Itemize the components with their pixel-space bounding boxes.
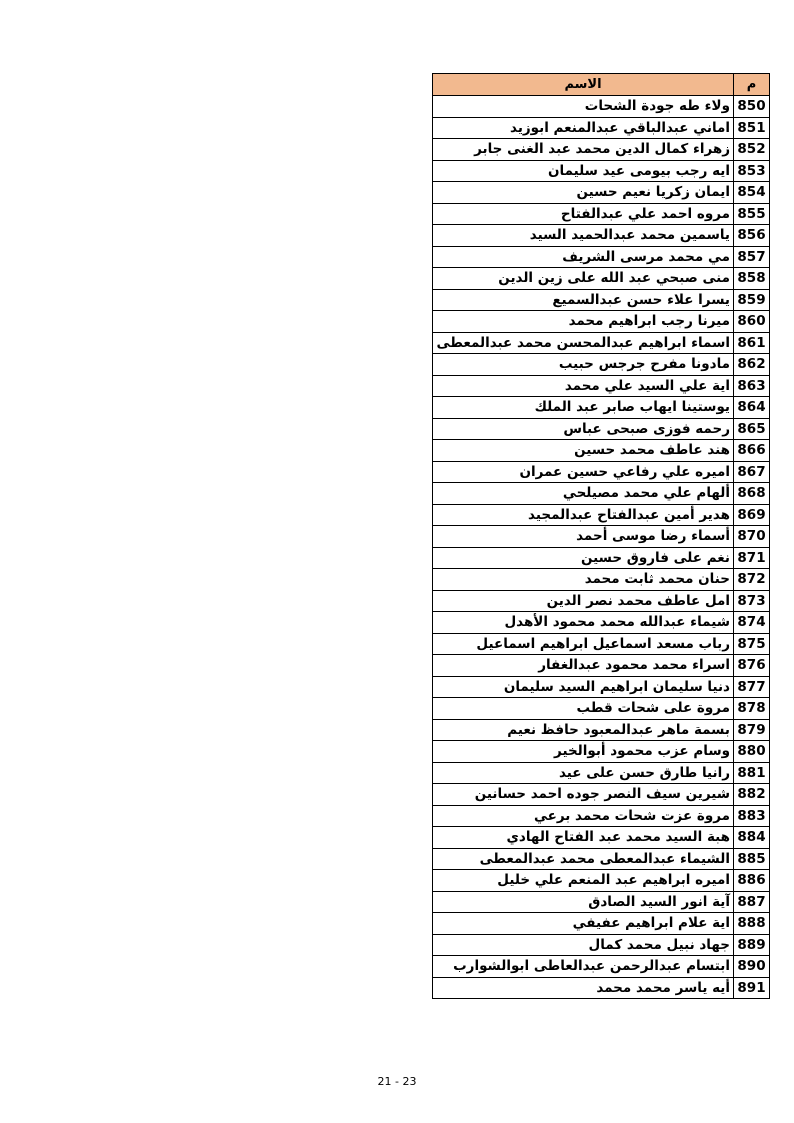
row-number: 872 (734, 569, 770, 591)
row-number: 891 (734, 977, 770, 999)
table-row (433, 676, 770, 698)
row-name: يوستينا ايهاب صابر عبد الملك (433, 397, 734, 419)
row-number: 876 (734, 655, 770, 677)
row-name: امل عاطف محمد نصر الدين (433, 590, 734, 612)
row-number: 856 (734, 225, 770, 247)
row-name: ايمان زكريا نعيم حسين (433, 182, 734, 204)
row-name: ياسمين محمد عبدالحميد السيد (433, 225, 734, 247)
row-name: هبة السيد محمد عبد الفتاح الهادي (433, 827, 734, 849)
page-number: 21 - 23 (377, 1075, 417, 1088)
row-name: حنان محمد ثابت محمد (433, 569, 734, 591)
row-number: 890 (734, 956, 770, 978)
row-number: 884 (734, 827, 770, 849)
table-row (433, 848, 770, 870)
table-row (433, 977, 770, 999)
table-row (433, 956, 770, 978)
table-row (433, 246, 770, 268)
row-number: 851 (734, 117, 770, 139)
row-name: اميره ابراهيم عبد المنعم علي خليل (433, 870, 734, 892)
row-name: اية علام ابراهيم عفيفي (433, 913, 734, 935)
table-row (433, 332, 770, 354)
row-name: أسماء رضا موسى أحمد (433, 526, 734, 548)
row-number: 866 (734, 440, 770, 462)
row-number: 874 (734, 612, 770, 634)
row-number: 871 (734, 547, 770, 569)
row-name: اميره علي رفاعي حسين عمران (433, 461, 734, 483)
row-name: هدير أمين عبدالفتاح عبدالمجيد (433, 504, 734, 526)
row-name: شيماء عبدالله محمد محمود الأهدل (433, 612, 734, 634)
table-row (433, 719, 770, 741)
row-name: منى صبحي عبد الله على زين الدين (433, 268, 734, 290)
row-name: مروة على شحات قطب (433, 698, 734, 720)
table-row (433, 913, 770, 935)
row-number: 885 (734, 848, 770, 870)
table-row (433, 397, 770, 419)
row-name: اية علي السيد علي محمد (433, 375, 734, 397)
table-row (433, 762, 770, 784)
row-name: بسمة ماهر عبدالمعبود حافظ نعيم (433, 719, 734, 741)
row-name: ابتسام عبدالرحمن عبدالعاطى ابوالشوارب (433, 956, 734, 978)
row-number: 860 (734, 311, 770, 333)
table-row (433, 139, 770, 161)
row-name: مروة عزت شحات محمد برعي (433, 805, 734, 827)
row-number: 859 (734, 289, 770, 311)
row-number: 867 (734, 461, 770, 483)
table-row (433, 461, 770, 483)
table-row (433, 784, 770, 806)
row-number: 863 (734, 375, 770, 397)
table-row (433, 698, 770, 720)
row-number: 877 (734, 676, 770, 698)
table-row (433, 375, 770, 397)
table-row (433, 590, 770, 612)
table-row (433, 655, 770, 677)
row-name: رباب مسعد اسماعيل ابراهيم اسماعيل (433, 633, 734, 655)
row-name: ايه رجب بيومى عيد سليمان (433, 160, 734, 182)
table-row (433, 633, 770, 655)
table-row (433, 805, 770, 827)
row-number: 850 (734, 96, 770, 118)
row-number: 854 (734, 182, 770, 204)
table-body (433, 96, 770, 999)
row-name: مي محمد مرسى الشريف (433, 246, 734, 268)
row-name: اسماء ابراهيم عبدالمحسن محمد عبدالمعطى (433, 332, 734, 354)
table-row (433, 891, 770, 913)
row-name: ألهام علي محمد مصيلحي (433, 483, 734, 505)
row-name: رانيا طارق حسن على عيد (433, 762, 734, 784)
table-row (433, 526, 770, 548)
row-number: 879 (734, 719, 770, 741)
table-row (433, 311, 770, 333)
table-row (433, 870, 770, 892)
table-row (433, 96, 770, 118)
table-row (433, 225, 770, 247)
table-row (433, 354, 770, 376)
row-name: اسراء محمد محمود عبدالغفار (433, 655, 734, 677)
row-number: 865 (734, 418, 770, 440)
row-name: اماني عبدالباقي عبدالمنعم ابوزيد (433, 117, 734, 139)
row-name: يسرا علاء حسن عبدالسميع (433, 289, 734, 311)
row-name: وسام عزب محمود أبوالخير (433, 741, 734, 763)
row-number: 855 (734, 203, 770, 225)
row-name: الشيماء عبدالمعطى محمد عبدالمعطى (433, 848, 734, 870)
row-number: 868 (734, 483, 770, 505)
row-number: 883 (734, 805, 770, 827)
row-name: مادونا مفرح جرجس حبيب (433, 354, 734, 376)
table-row (433, 203, 770, 225)
row-number: 878 (734, 698, 770, 720)
table-row (433, 268, 770, 290)
table-row (433, 547, 770, 569)
table-row (433, 182, 770, 204)
row-name: هند عاطف محمد حسين (433, 440, 734, 462)
row-name: زهراء كمال الدين محمد عبد الغنى جابر (433, 139, 734, 161)
table-row (433, 418, 770, 440)
row-name: ميرنا رجب ابراهيم محمد (433, 311, 734, 333)
row-number: 870 (734, 526, 770, 548)
row-number: 858 (734, 268, 770, 290)
row-number: 875 (734, 633, 770, 655)
row-name: شيرين سيف النصر جوده احمد حسانين (433, 784, 734, 806)
names-table (432, 73, 770, 999)
row-number: 864 (734, 397, 770, 419)
row-name: آية انور السيد الصادق (433, 891, 734, 913)
row-name: دنيا سليمان ابراهيم السيد سليمان (433, 676, 734, 698)
table-row (433, 934, 770, 956)
row-number: 869 (734, 504, 770, 526)
table-row (433, 160, 770, 182)
row-number: 853 (734, 160, 770, 182)
table-row (433, 504, 770, 526)
row-number: 880 (734, 741, 770, 763)
row-name: جهاد نبيل محمد كمال (433, 934, 734, 956)
row-number: 889 (734, 934, 770, 956)
row-name: مروه احمد علي عبدالفتاح (433, 203, 734, 225)
row-number: 873 (734, 590, 770, 612)
row-name: أيه ياسر محمد محمد (433, 977, 734, 999)
table-row (433, 117, 770, 139)
row-name: رحمه فوزى صبحى عباس (433, 418, 734, 440)
header-row (433, 74, 770, 96)
row-name: نغم على فاروق حسين (433, 547, 734, 569)
row-name: ولاء طه جودة الشحات (433, 96, 734, 118)
row-number: 882 (734, 784, 770, 806)
row-number: 888 (734, 913, 770, 935)
row-number: 857 (734, 246, 770, 268)
table-row (433, 741, 770, 763)
row-number: 881 (734, 762, 770, 784)
row-number: 852 (734, 139, 770, 161)
table-header (433, 74, 770, 96)
row-number: 887 (734, 891, 770, 913)
row-number: 862 (734, 354, 770, 376)
table-row (433, 289, 770, 311)
table-row (433, 483, 770, 505)
name-column-header: الاسم (433, 74, 734, 96)
row-number: 861 (734, 332, 770, 354)
table-row (433, 827, 770, 849)
table-row (433, 612, 770, 634)
number-column-header: م (734, 74, 770, 96)
table-row (433, 440, 770, 462)
table-row (433, 569, 770, 591)
row-number: 886 (734, 870, 770, 892)
